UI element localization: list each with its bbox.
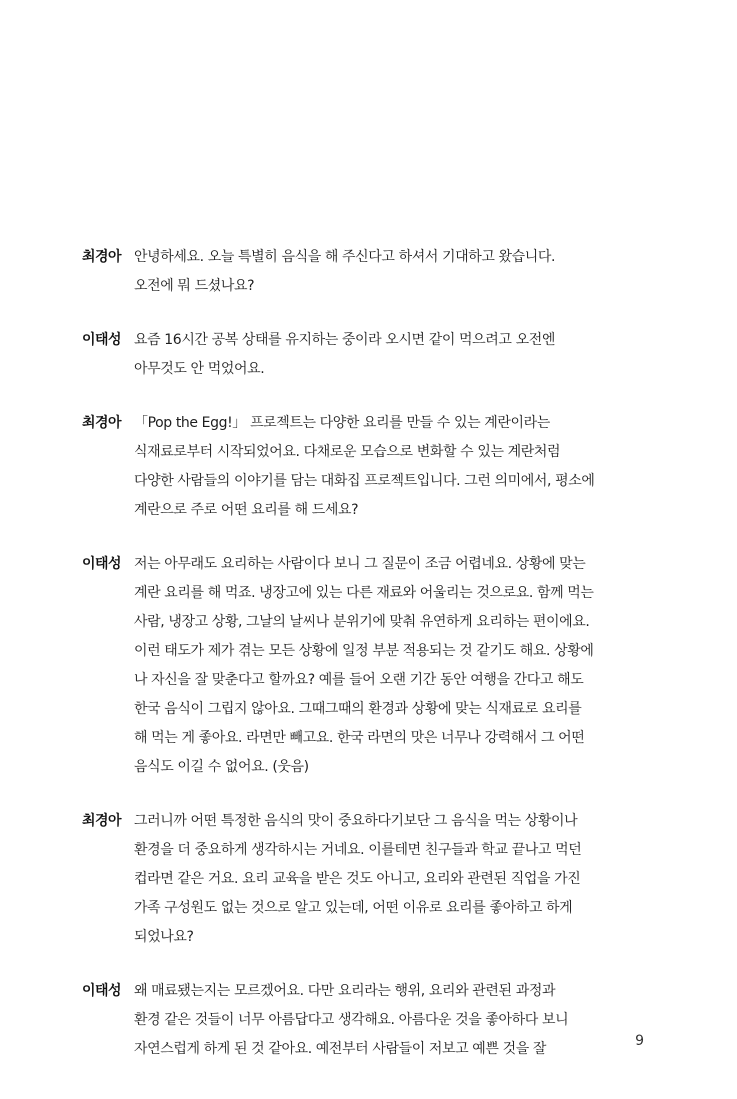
dialogue-entry (82, 326, 662, 384)
text-line: 환경 같은 것들이 너무 아름답다고 생각해요. 아름다운 것을 좋아하다 보니 (134, 1012, 569, 1028)
text-line: 환경을 더 중요하게 생각하시는 거네요. 이를테면 친구들과 학교 끝나고 먹던 (134, 842, 582, 858)
dialogue-entry (82, 409, 662, 525)
speaker-name: 최경아 (82, 249, 122, 265)
text-line: 나 자신을 잘 맞춘다고 할까요? 예를 들어 오랜 기간 동안 여행을 간다고 해도 (134, 672, 584, 688)
speaker-name: 이태성 (82, 983, 122, 999)
dialogue-entry (82, 807, 662, 952)
text-line: 계란으로 주로 어떤 요리를 해 드세요? (134, 502, 359, 518)
dialogue-entry (82, 550, 662, 782)
text-line: 가족 구성원도 없는 것으로 알고 있는데, 어떤 이유로 요리를 좋아하고 하게 (134, 900, 573, 916)
text-line: 해 먹는 게 좋아요. 라면만 빼고요. 한국 라면의 맛은 너무나 강력해서 그 어떤 (134, 730, 585, 746)
dialogue-text (134, 409, 662, 525)
speaker-name: 이태성 (82, 556, 122, 572)
text-line: 컵라면 같은 거요. 요리 교육을 받은 것도 아니고, 요리와 관련된 직업을 가진 (134, 871, 581, 887)
text-line: 아무것도 안 먹었어요. (134, 361, 265, 377)
text-line: 저는 아무래도 요리하는 사람이다 보니 그 질문이 조금 어렵네요. 상황에 맞는 (134, 556, 586, 572)
text-line: 「Pop the Egg!」 프로젝트는 다양한 요리를 만들 수 있는 계란이라는 (134, 415, 550, 431)
text-line: 식재료로부터 시작되었어요. 다채로운 모습으로 변화할 수 있는 계란처럼 (134, 444, 561, 460)
interview-dialogue (82, 243, 662, 1089)
dialogue-text (134, 326, 662, 384)
text-line: 되었나요? (134, 929, 194, 945)
text-line: 한국 음식이 그립지 않아요. 그때그때의 환경과 상황에 맞는 식재료로 요리를 (134, 701, 582, 717)
text-line: 그러니까 어떤 특정한 음식의 맛이 중요하다기보단 그 음식을 먹는 상황이나 (134, 813, 578, 829)
text-line: 음식도 이길 수 없어요. (웃음) (134, 759, 309, 775)
dialogue-text (134, 550, 662, 782)
dialogue-entry (82, 977, 662, 1064)
dialogue-text (134, 807, 662, 952)
text-line: 다양한 사람들의 이야기를 담는 대화집 프로젝트입니다. 그런 의미에서, 평소에 (134, 473, 595, 489)
speaker-name: 최경아 (82, 813, 122, 829)
text-line: 오전에 뭐 드셨나요? (134, 278, 255, 294)
text-line: 계란 요리를 해 먹죠. 냉장고에 있는 다른 재료와 어울리는 것으로요. 함께 먹는 (134, 585, 594, 601)
speaker-name: 최경아 (82, 415, 122, 431)
text-line: 안녕하세요. 오늘 특별히 음식을 해 주신다고 하셔서 기대하고 왔습니다. (134, 249, 556, 265)
text-line: 요즘 16시간 공복 상태를 유지하는 중이라 오시면 같이 먹으려고 오전엔 (134, 332, 555, 348)
speaker-name: 이태성 (82, 332, 122, 348)
text-line: 이런 태도가 제가 겪는 모든 상황에 일정 부분 적용되는 것 같기도 해요. 상황에 (134, 643, 594, 659)
text-line: 사람, 냉장고 상황, 그날의 날씨나 분위기에 맞춰 유연하게 요리하는 편이에요. (134, 614, 590, 630)
dialogue-text (134, 243, 662, 301)
page-number: 9 (635, 1033, 644, 1049)
dialogue-text (134, 977, 662, 1064)
text-line: 자연스럽게 하게 된 것 같아요. 예전부터 사람들이 저보고 예쁜 것을 잘 (134, 1041, 547, 1057)
dialogue-entry (82, 243, 662, 301)
text-line: 왜 매료됐는지는 모르겠어요. 다만 요리라는 행위, 요리와 관련된 과정과 (134, 983, 556, 999)
